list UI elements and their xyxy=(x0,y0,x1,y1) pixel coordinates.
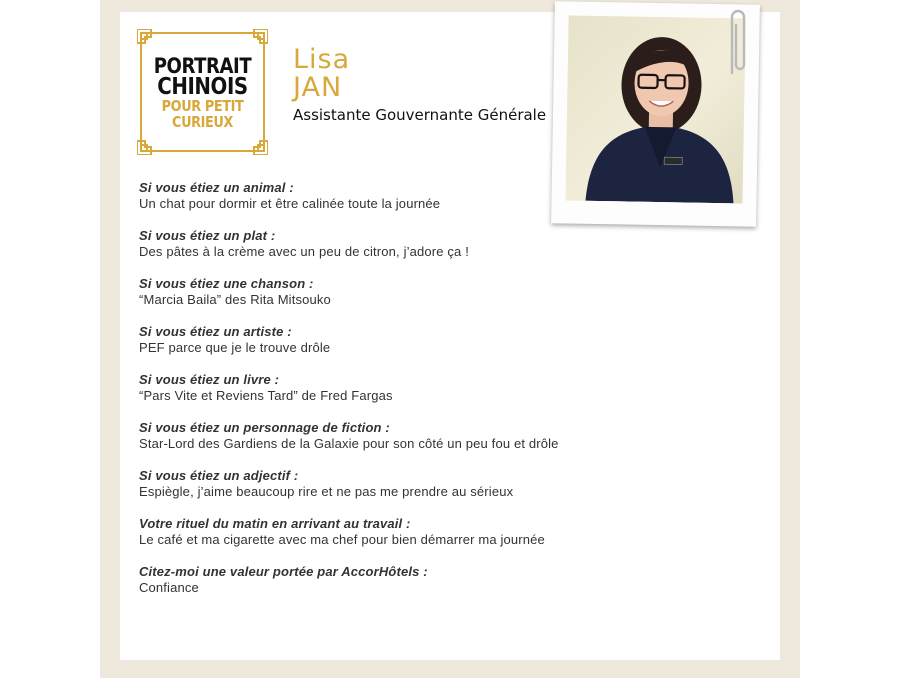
qa-item xyxy=(139,276,759,308)
question: Si vous étiez une chanson : xyxy=(139,276,314,291)
question: Votre rituel du matin en arrivant au travail : xyxy=(139,516,411,531)
person-portrait-icon xyxy=(565,15,745,203)
first-name: Lisa xyxy=(293,44,351,75)
question: Si vous étiez un artiste : xyxy=(139,324,292,339)
qa-item xyxy=(139,180,759,212)
answer: “Marcia Baila” des Rita Mitsouko xyxy=(139,292,331,307)
qa-item xyxy=(139,420,759,452)
paperclip-icon xyxy=(726,3,750,81)
answer: Confiance xyxy=(139,580,199,595)
qa-item xyxy=(139,564,759,596)
logo-text-pour-petit: POUR PETIT xyxy=(161,97,244,115)
logo-text-curieux: CURIEUX xyxy=(172,113,233,131)
portrait-photo xyxy=(565,15,745,203)
last-name: JAN xyxy=(293,72,343,103)
logo-text-portrait: PORTRAIT xyxy=(153,54,252,78)
answer: Espiègle, j’aime beaucoup rire et ne pas me prendre au sérieux xyxy=(139,484,514,499)
question: Si vous étiez un plat : xyxy=(139,228,276,243)
question: Citez-moi une valeur portée par AccorHôtels : xyxy=(139,564,428,579)
answer: “Pars Vite et Reviens Tard” de Fred Fargas xyxy=(139,388,393,403)
portrait-chinois-logo xyxy=(137,29,268,155)
qa-item xyxy=(139,468,759,500)
answer: Le café et ma cigarette avec ma chef pour bien démarrer ma journée xyxy=(139,532,545,547)
questionnaire xyxy=(139,180,759,612)
qa-item xyxy=(139,516,759,548)
answer: Un chat pour dormir et être calinée toute la journée xyxy=(139,196,441,211)
job-title: Assistante Gouvernante Générale xyxy=(293,106,547,124)
question: Si vous étiez un adjectif : xyxy=(139,468,299,483)
answer: Star-Lord des Gardiens de la Galaxie pour son côté un peu fou et drôle xyxy=(139,436,559,451)
answer: Des pâtes à la crème avec un peu de citron, j’adore ça ! xyxy=(139,244,469,259)
qa-item xyxy=(139,324,759,356)
answer: PEF parce que je le trouve drôle xyxy=(139,340,331,355)
question: Si vous étiez un livre : xyxy=(139,372,280,387)
qa-item xyxy=(139,228,759,260)
question: Si vous étiez un animal : xyxy=(139,180,294,195)
qa-item xyxy=(139,372,759,404)
logo-text-chinois: CHINOIS xyxy=(157,74,248,100)
question: Si vous étiez un personnage de fiction : xyxy=(139,420,390,435)
